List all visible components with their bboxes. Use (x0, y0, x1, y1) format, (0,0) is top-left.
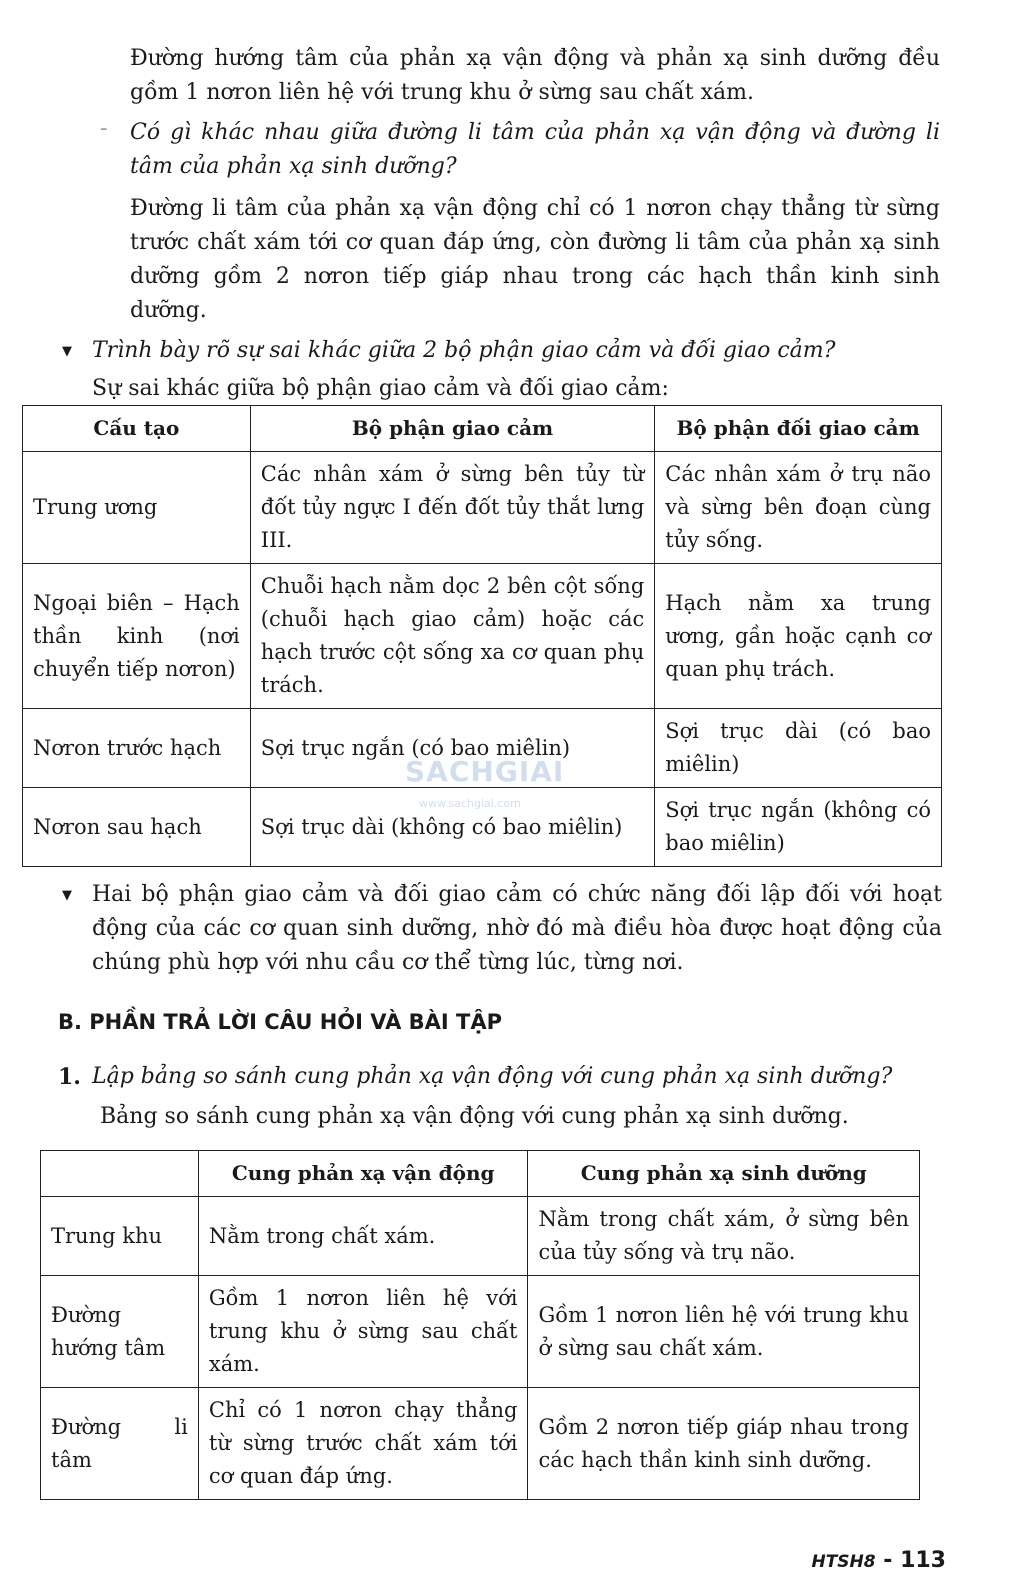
table-header-cell: Cung phản xạ sinh dưỡng (528, 1151, 920, 1197)
section-heading: B. PHẦN TRẢ LỜI CÂU HỎI VÀ BÀI TẬP (58, 1010, 502, 1034)
question-efferent-difference: Có gì khác nhau giữa đường li tâm của phản xạ vận động và đường li tâm của phản xạ sinh dưỡng? (130, 120, 940, 179)
table-row (41, 1388, 920, 1500)
table-cell: Nằm trong chất xám. (198, 1197, 528, 1276)
table-header-cell: Cung phản xạ vận động (198, 1151, 528, 1197)
question-number: 1. (58, 1064, 81, 1090)
table-row (41, 1197, 920, 1276)
table-cell: Sợi trục dài (có bao miêlin) (655, 709, 942, 788)
watermark-logo (405, 755, 605, 815)
table-cell: Nằm trong chất xám, ở sừng bên của tủy sống và trụ não. (528, 1197, 920, 1276)
table-cell: Các nhân xám ở sừng bên tủy từ đốt tủy ngực I đến đốt tủy thắt lưng III. (250, 452, 655, 564)
table-cell: Nơron trước hạch (23, 709, 251, 788)
table-cell: Chuỗi hạch nằm dọc 2 bên cột sống (chuỗi hạch giao cảm) hoặc các hạch trước cột sống xa cơ quan phụ trách. (250, 564, 655, 709)
table-cell: Các nhân xám ở trụ não và sừng bên đoạn cùng tủy sống. (655, 452, 942, 564)
table-header-cell: Bộ phận giao cảm (250, 406, 655, 452)
table-header-cell: Cấu tạo (23, 406, 251, 452)
table-row (23, 452, 942, 564)
table-cell: Trung khu (41, 1197, 199, 1276)
table-cell: Nơron sau hạch (23, 788, 251, 867)
table-cell: Sợi trục ngắn (có bao miêlin) (250, 709, 655, 788)
table-cell: Ngoại biên – Hạch thần kinh (nơi chuyển tiếp nơron) (23, 564, 251, 709)
table-cell: Gồm 1 nơron liên hệ với trung khu ở sừng sau chất xám. (528, 1276, 920, 1388)
table-cell: Gồm 1 nơron liên hệ với trung khu ở sừng sau chất xám. (198, 1276, 528, 1388)
table-header-row (41, 1151, 920, 1197)
table-header-cell: Bộ phận đối giao cảm (655, 406, 942, 452)
page-number: 113 (900, 1548, 946, 1573)
table-cell: Sợi trục dài (không có bao miêlin) (250, 788, 655, 867)
table-cell: Sợi trục ngắn (không có bao miêlin) (655, 788, 942, 867)
book-code: HTSH8 (811, 1552, 876, 1572)
table-header-row (23, 406, 942, 452)
paragraph-functional-opposition: Hai bộ phận giao cảm và đối giao cảm có chức năng đối lập đối với hoạt động của các cơ quan sinh dưỡng, nhờ đó mà điều hòa được hoạt động của chúng phù hợp với nhu cầu cơ thể từng lúc, từng nơi. (92, 882, 942, 975)
table-cell: Đường hướng tâm (41, 1276, 199, 1388)
question-sympathetic-parasympathetic: Trình bày rõ sự sai khác giữa 2 bộ phận giao cảm và đối giao cảm? (92, 338, 836, 363)
table-cell: Gồm 2 nơron tiếp giáp nhau trong các hạch thần kinh sinh dưỡng. (528, 1388, 920, 1500)
table2-caption: Bảng so sánh cung phản xạ vận động với cung phản xạ sinh dưỡng. (100, 1104, 849, 1129)
table-header-cell (41, 1151, 199, 1197)
table-cell: Trung ương (23, 452, 251, 564)
table-reflex-arc-comparison (40, 1150, 920, 1500)
table-row (41, 1276, 920, 1388)
watermark-brand: SACHGIAI (405, 755, 565, 788)
table-cell: Hạch nằm xa trung ương, gần hoặc cạnh cơ quan phụ trách. (655, 564, 942, 709)
page-footer (811, 1548, 946, 1573)
answer-efferent-difference: Đường li tâm của phản xạ vận động chỉ có 1 nơron chạy thẳng từ sừng trước chất xám tới cơ quan đáp ứng, còn đường li tâm của phản xạ sinh dưỡng gồm 2 nơron tiếp giáp nhau trong các hạch thần kinh sinh dưỡng. (130, 196, 940, 323)
table-cell: Chỉ có 1 nơron chạy thẳng từ sừng trước chất xám tới cơ quan đáp ứng. (198, 1388, 528, 1500)
footer-separator: - (875, 1548, 901, 1573)
dash-marker: - (100, 116, 108, 141)
triangle-bullet-icon: ▼ (62, 888, 72, 903)
table1-caption: Sự sai khác giữa bộ phận giao cảm và đối giao cảm: (92, 376, 669, 401)
triangle-bullet-icon: ▼ (62, 344, 72, 359)
watermark-url: www.sachgiai.com (419, 797, 521, 810)
question-reflex-arc: Lập bảng so sánh cung phản xạ vận động với cung phản xạ sinh dưỡng? (92, 1064, 893, 1089)
table-cell: Đường li tâm (41, 1388, 199, 1500)
table-row (23, 564, 942, 709)
paragraph-afferent: Đường hướng tâm của phản xạ vận động và phản xạ sinh dưỡng đều gồm 1 nơron liên hệ với trung khu ở sừng sau chất xám. (130, 46, 940, 105)
